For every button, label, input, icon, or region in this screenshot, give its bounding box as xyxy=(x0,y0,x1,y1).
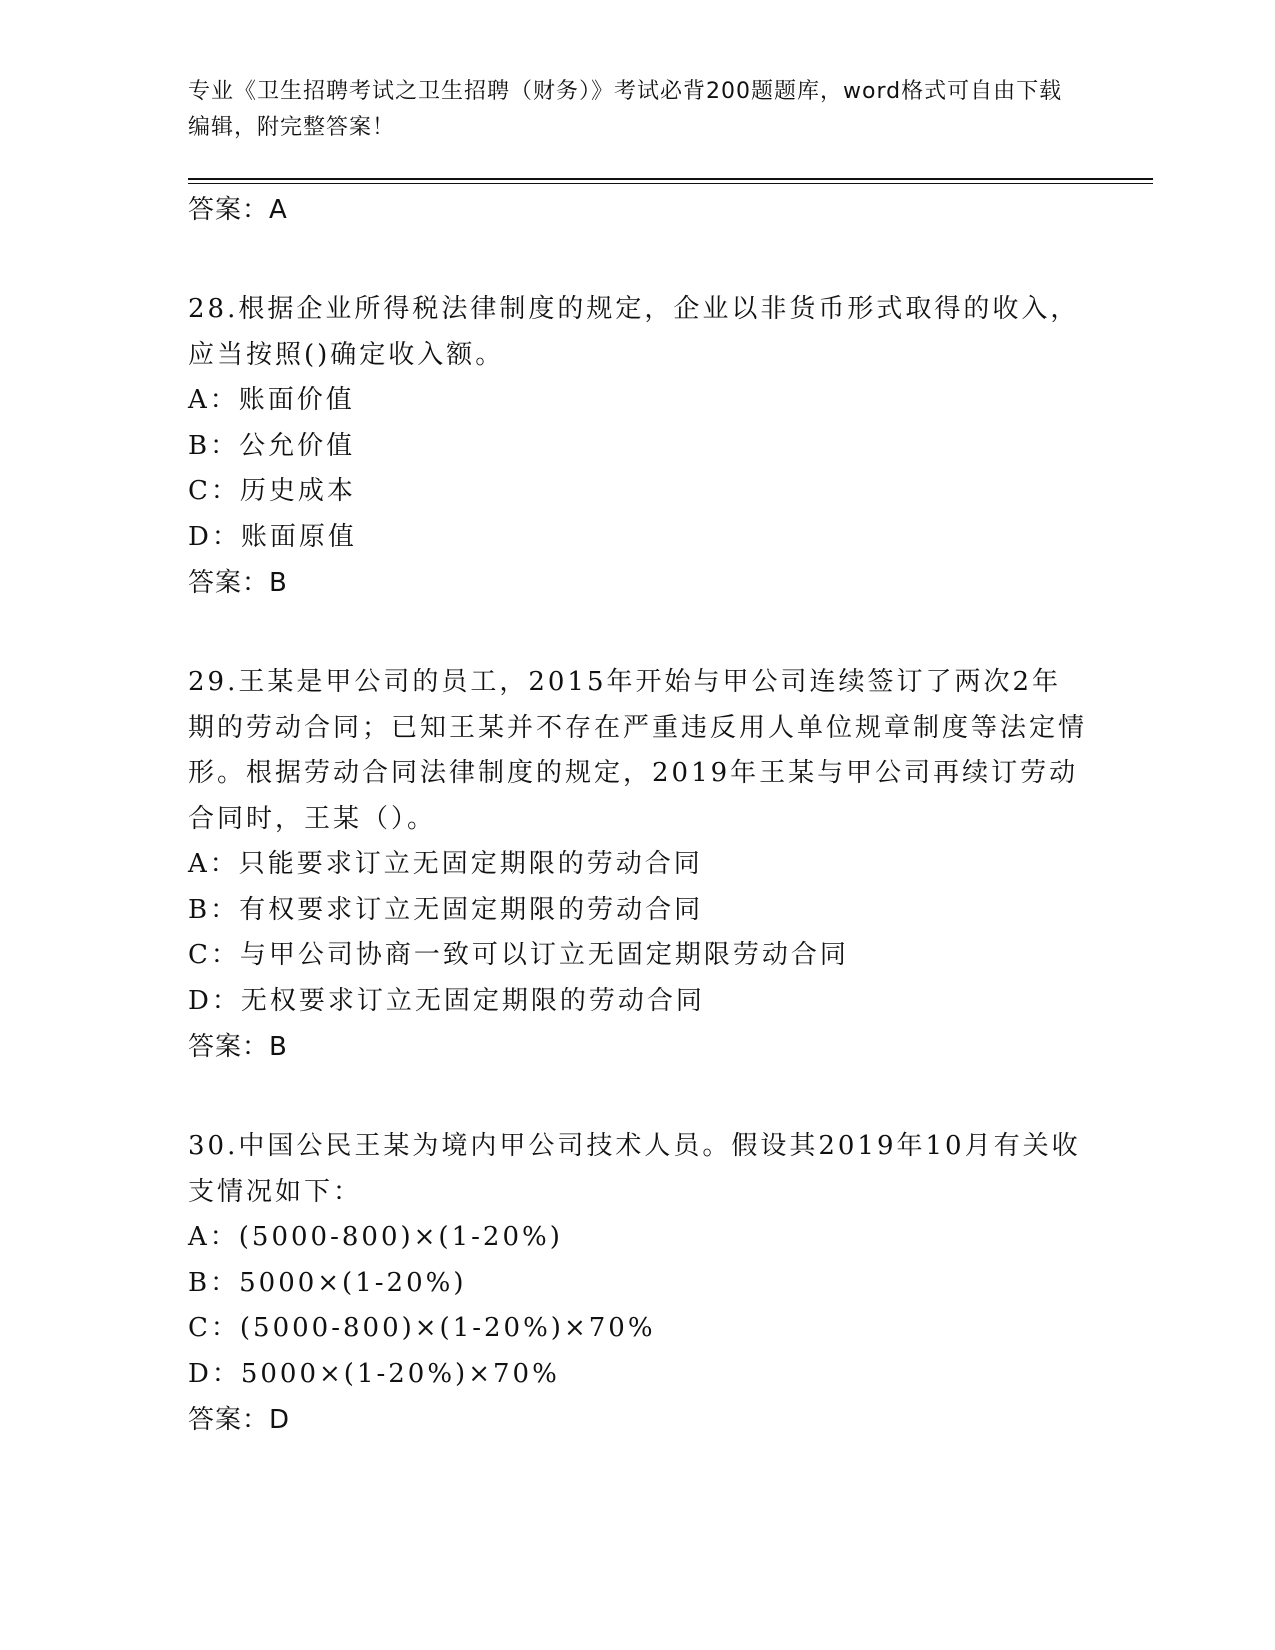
header-divider-thin xyxy=(188,183,1153,184)
option-d: D：5000×(1-20%)×70% xyxy=(188,1358,560,1389)
question-29 xyxy=(188,660,1088,1070)
question-28 xyxy=(188,287,1088,606)
option-b: B：公允价值 xyxy=(188,430,356,461)
answer-label: 答案：B xyxy=(188,568,288,598)
previous-answer: 答案：A xyxy=(188,195,288,225)
question-stem: 28.根据企业所得税法律制度的规定，企业以非货币形式取得的收入，应当按照()确定收入额。 xyxy=(188,294,1080,370)
question-stem: 30.中国公民王某为境内甲公司技术人员。假设其2019年10月有关收支情况如下： xyxy=(188,1131,1081,1207)
answer-label: 答案：B xyxy=(188,1032,288,1062)
option-c: C：与甲公司协商一致可以订立无固定期限劳动合同 xyxy=(188,940,849,970)
question-list xyxy=(188,187,1088,1443)
document-header: 专业《卫生招聘考试之卫生招聘（财务）》考试必背200题题库，word格式可自由下载编辑，附完整答案！ xyxy=(188,79,1063,140)
option-a: A：只能要求订立无固定期限的劳动合同 xyxy=(188,849,703,879)
option-c: C：(5000-800)×(1-20%)×70% xyxy=(188,1313,656,1343)
option-b: B：5000×(1-20%) xyxy=(188,1267,467,1298)
header-divider-thick xyxy=(188,178,1153,180)
option-a: A：账面价值 xyxy=(188,385,355,415)
option-d: D：无权要求订立无固定期限的劳动合同 xyxy=(188,985,705,1016)
question-stem: 29.王某是甲公司的员工，2015年开始与甲公司连续签订了两次2年期的劳动合同；已知王某并不存在严重违反用人单位规章制度等法定情形。根据劳动合同法律制度的规定，2019年王某与甲公司再续订劳动合同时，王某（）。 xyxy=(188,667,1088,834)
question-30 xyxy=(188,1124,1088,1443)
option-c: C：历史成本 xyxy=(188,476,356,506)
option-a: A：(5000-800)×(1-20%) xyxy=(188,1222,563,1252)
option-d: D：账面原值 xyxy=(188,521,357,552)
option-b: B：有权要求订立无固定期限的劳动合同 xyxy=(188,894,704,925)
answer-label: 答案：D xyxy=(188,1405,291,1435)
